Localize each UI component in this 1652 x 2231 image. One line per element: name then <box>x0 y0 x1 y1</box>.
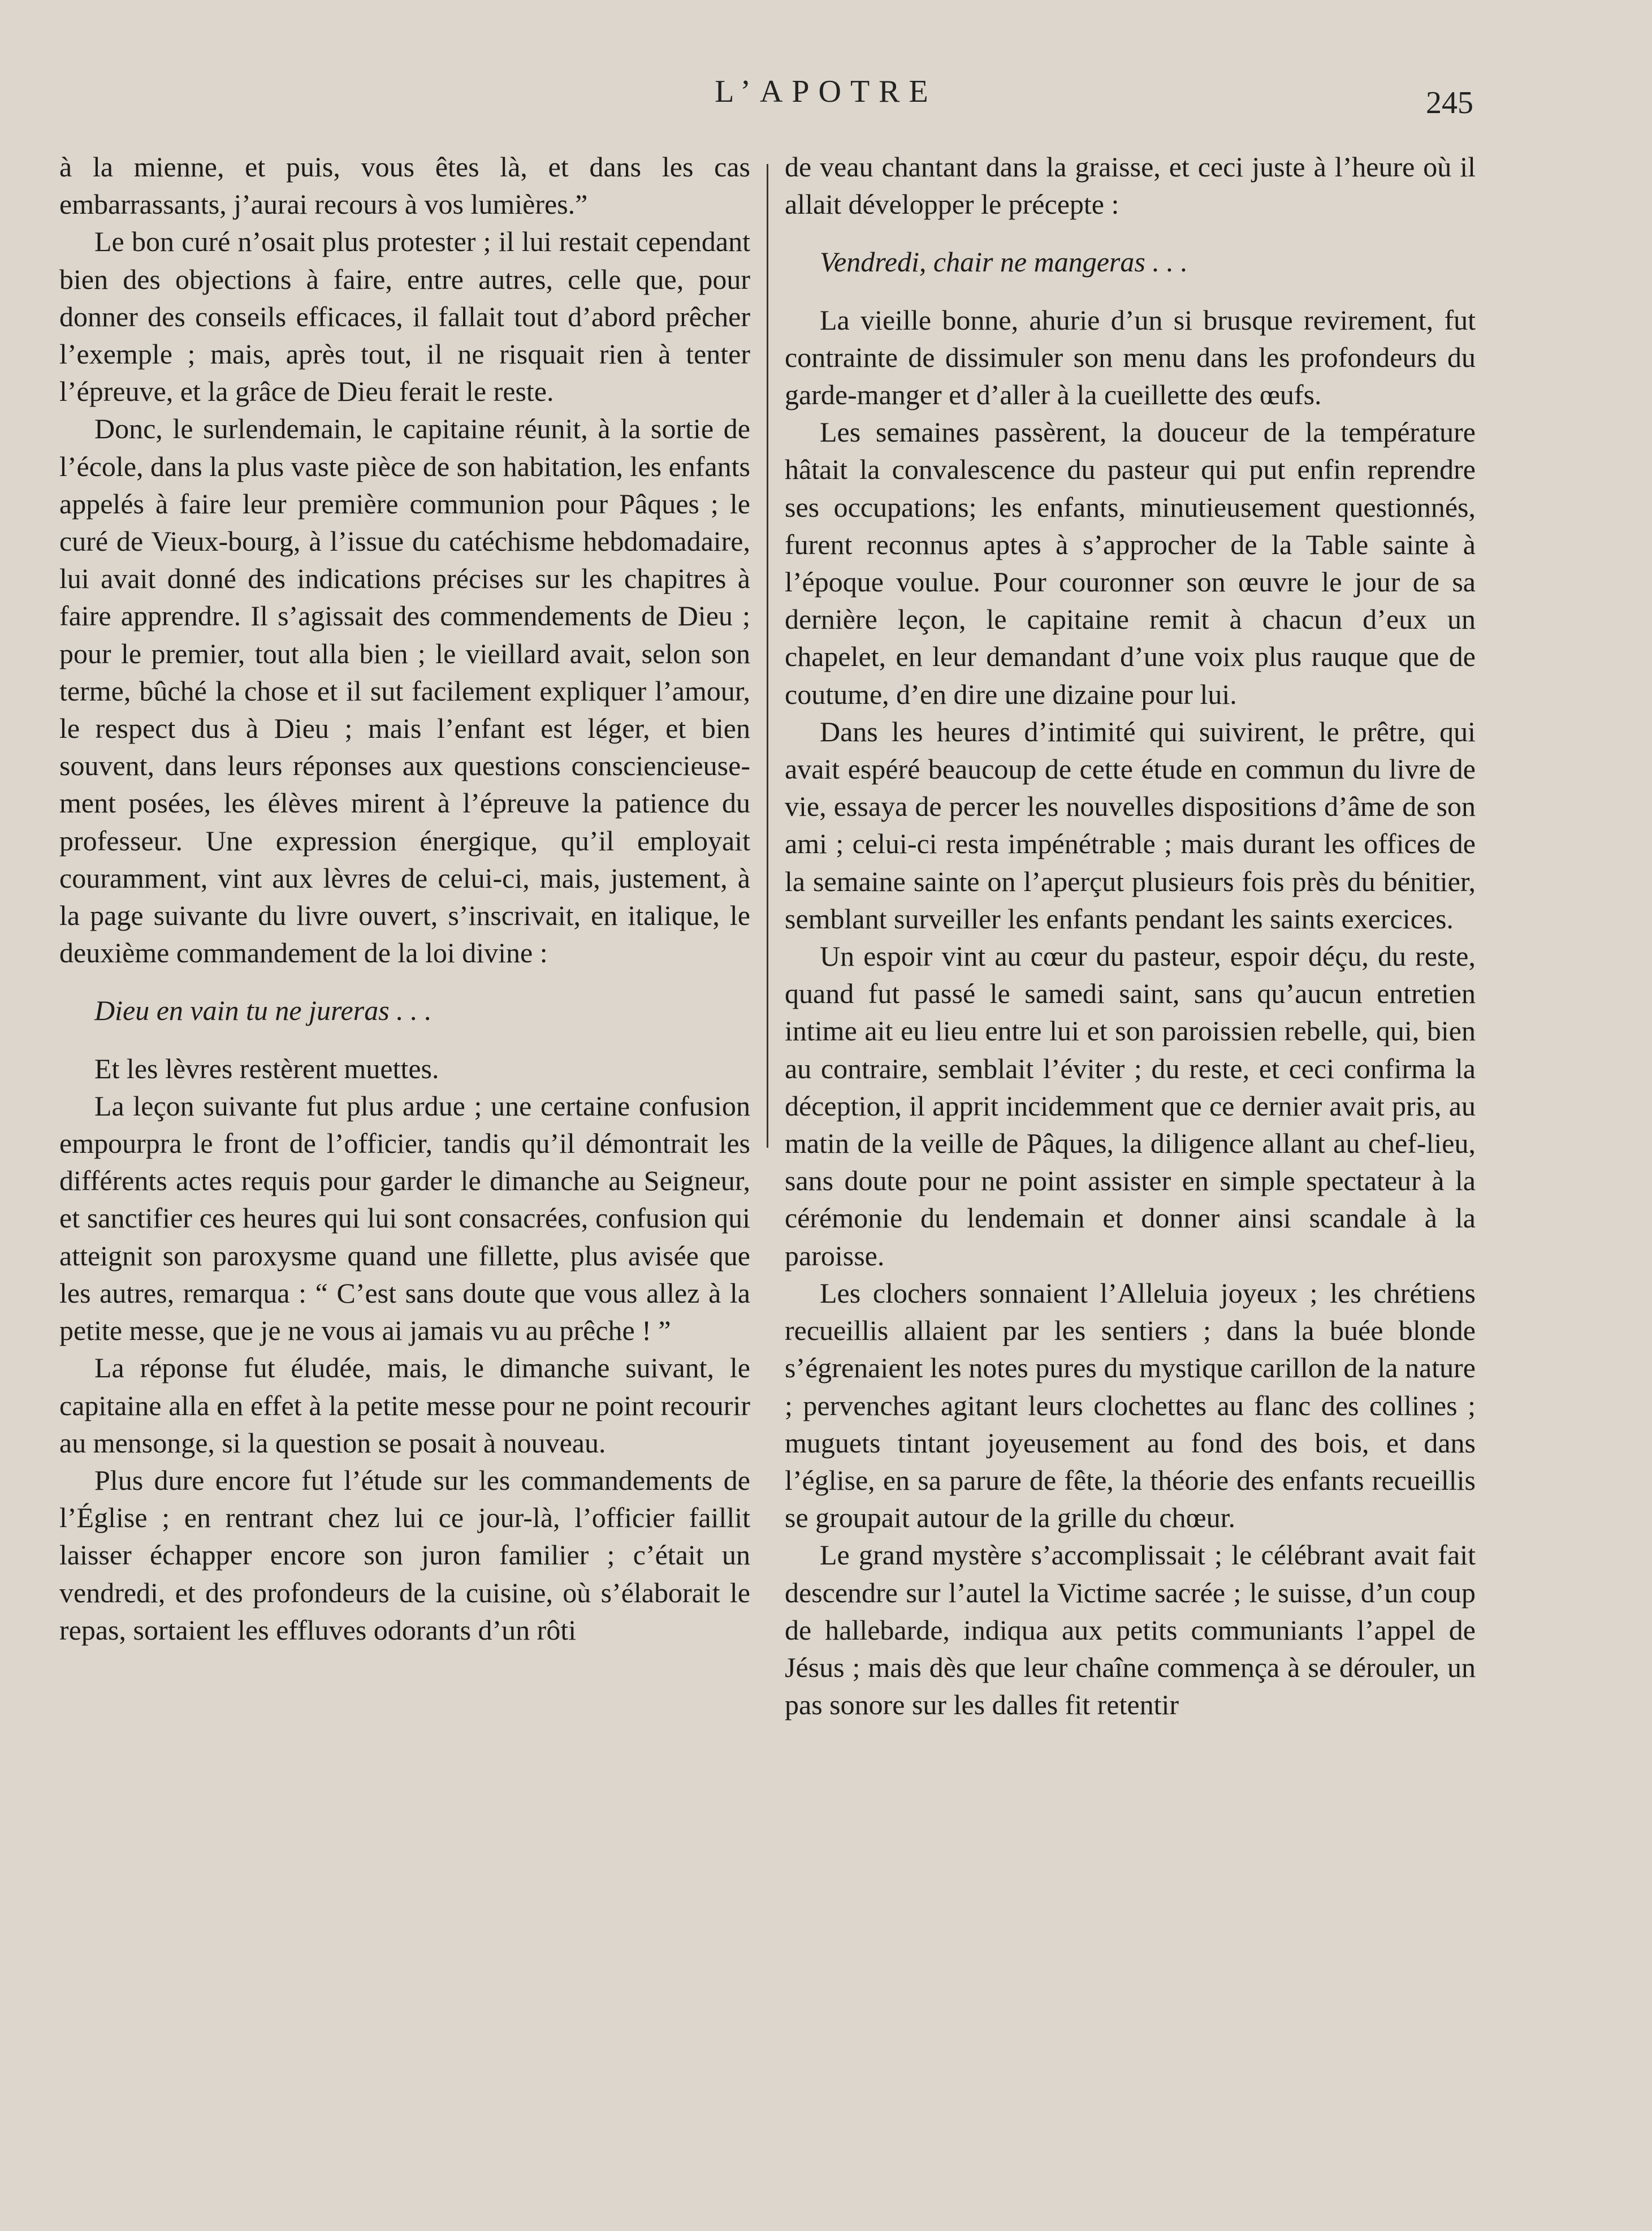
paragraph: La leçon suivante fut plus ardue ; une certaine confusion empourpra le front de l’officier, tandis qu’il démontrait les différents actes requis pour garder le dimanche au Seigneur, et sanctifier ces heures qui lui sont consacrées, confusion qui atteignit son paroxysme quand une fillette, plus avisée que les autres, remarqua : “ C’est sans doute que vous allez à la petite messe, que je ne vous ai jamais vu au prêche ! ” <box>59 1089 750 1347</box>
paragraph: La réponse fut éludée, mais, le dimanche suivant, le capitaine alla en effet à la petite messe pour ne point recourir au mensonge, si la question se posait à nouveau. <box>59 1352 750 1459</box>
column-divider <box>767 164 768 1148</box>
paragraph: à la mienne, et puis, vous êtes là, et dans les cas embarrassants, j’aurai recours à vos lumières.” <box>59 151 750 220</box>
paragraph: Et les lèvres restèrent muettes. <box>94 1052 439 1084</box>
paragraph: de veau chantant dans la graisse, et ceci juste à l’heure où il allait développer le précepte : <box>785 151 1476 220</box>
paragraph: Plus dure encore fut l’étude sur les commandements de l’Église ; en rentrant chez lui ce jour-là, l’officier faillit laisser échapper encore son juron familier ; c’était un vendredi, et des profondeurs de la cuisine, où s’élaborait le repas, sortaient les effluves odorants d’un rôti <box>59 1464 750 1646</box>
commandment-verse: Vendredi, chair ne mangeras . . . <box>820 246 1188 278</box>
paragraph: La vieille bonne, ahurie d’un si brusque revirement, fut contrainte de dissimuler son menu dans les profondeurs du garde-manger et d’aller à la cueillette des œufs. <box>785 304 1476 411</box>
left-column <box>59 148 750 1649</box>
commandment-verse: Dieu en vain tu ne jureras . . . <box>94 995 432 1027</box>
right-column <box>785 148 1476 1723</box>
running-title: L’APOTRE <box>715 74 937 109</box>
page-number: 245 <box>1426 85 1473 120</box>
paragraph: Le bon curé n’osait plus protester ; il lui restait cependant bien des objections à faire, entre autres, celle que, pour donner des conseils efficaces, il fallait tout d’abord prêcher l’exemple ; mais, après tout, il ne risquait rien à tenter l’épreuve, et la grâce de Dieu ferait le reste. <box>59 226 750 408</box>
paragraph: Donc, le surlendemain, le capitaine réunit, à la sortie de l’école, dans la plus vaste pièce de son habitation, les enfants appelés à faire leur première communion pour Pâques ; le curé de Vieux-bourg, à l’issue du catéchisme hebdomadaire, lui avait donné des indications précises sur les chapitres à faire apprendre. Il s’agissait des commendements de Dieu ; pour le premier, tout alla bien ; le vieillard avait, selon son terme, bûché la chose et il sut facilement expliquer l’amour, le respect dus à Dieu ; mais l’enfant est léger, et bien souvent, dans leurs réponses aux questions consciencieusement posées, les élèves mirent à l’épreuve la patience du professeur. Une expression énergique, qu’il employait couramment, vint aux lèvres de celui-ci, mais, justement, à la page suivante du livre ouvert, s’inscrivait, en italique, le deuxième commandement de la loi divine : <box>59 413 750 969</box>
paragraph: Dans les heures d’intimité qui suivirent, le prêtre, qui avait espéré beaucoup de cette étude en commun du livre de vie, essaya de percer les nouvelles dispositions d’âme de son ami ; celui-ci resta impénétrable ; mais durant les offices de la semaine sainte on l’aperçut plusieurs fois près du bénitier, semblant surveiller les enfants pendant les saints exercices. <box>785 715 1476 935</box>
paragraph: Les clochers sonnaient l’Alleluia joyeux ; les chrétiens recueillis allaient par les sentiers ; dans la buée blonde s’égrenaient les notes pures du mystique carillon de la nature ; pervenches agitant leurs clochettes au flanc des collines ; muguets tintant joyeusement au fond des bois, et dans l’église, en sa parure de fête, la théorie des enfants recueillis se groupait autour de la grille du chœur. <box>785 1277 1476 1534</box>
paragraph: Le grand mystère s’accomplissait ; le célébrant avait fait descendre sur l’autel la Victime sacrée ; le suisse, d’un coup de hallebarde, indiqua aux petits communiants l’appel de Jésus ; mais dès que leur chaîne commença à se dérouler, un pas sonore sur les dalles fit retentir <box>785 1539 1476 1721</box>
paragraph: Un espoir vint au cœur du pasteur, espoir déçu, du reste, quand fut passé le samedi saint, sans qu’aucun entretien intime ait eu lieu entre lui et son paroissien rebelle, qui, bien au contraire, semblait l’éviter ; du reste, et ceci confirma la déception, il apprit incidemment que ce dernier avait pris, au matin de la veille de Pâques, la diligence allant au chef-lieu, sans doute pour ne point assister en simple spectateur à la cérémonie du lendemain et donner ainsi scandale à la paroisse. <box>785 940 1476 1272</box>
paragraph: Les semaines passèrent, la douceur de la température hâtait la convalescence du pasteur qui put enfin reprendre ses occupations; les enfants, minutieusement questionnés, furent reconnus aptes à s’approcher de la Table sainte à l’époque voulue. Pour couronner son œuvre le jour de sa dernière leçon, le capitaine remit à chacun d’eux un chapelet, en leur demandant d’une voix plus rauque que de coutume, d’en dire une dizaine pour lui. <box>785 416 1476 710</box>
